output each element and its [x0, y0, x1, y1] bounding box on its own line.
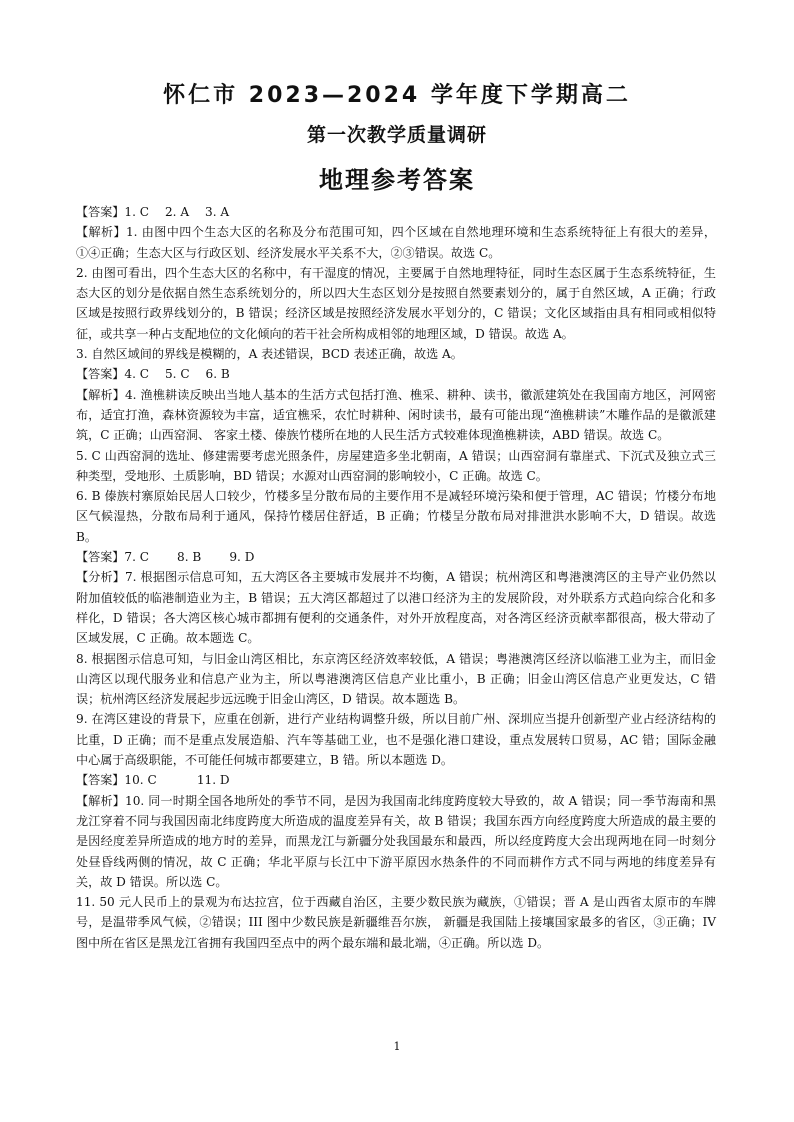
answer-line: 【答案】10. C 11. D — [76, 773, 230, 788]
answer-key-title: 地理参考答案 — [319, 166, 475, 194]
answer-line: 【答案】4. C 5. C 6. B — [76, 367, 230, 382]
explanation-paragraph: 2. 由图可看出，四个生态大区的名称中，有干湿度的情况，主要属于自然地理特征，同时生态区属于生态系统特征，生态大区的划分是依据自然生态系统划分的，所以四大生态区划分是按照自然要素划分的，属于自然区域，A 正确；行政区域是按照行政界线划分的，B 错误；经济区域是按照经济发展水平划分的，C 错误；文化区域指由具有相同或相似特征，或共享一种占支配地位的文化倾向的若干社会所构成相邻的地理区域，D 错误。故选 A。 — [76, 265, 716, 341]
explanation-paragraph: 3. 自然区域间的界线是模糊的，A 表述错误，BCD 表述正确，故选 A。 — [76, 347, 463, 362]
explanation-paragraph: 【解析】10. 同一时期全国各地所处的季节不同，是因为我国南北纬度跨度较大导致的，故 A 错误；同一季节海南和黑龙江穿着不同与我国因南北纬度跨度大所造成的温度差异有关，故 B 错误；我国东西方向经度跨度大所造成的最主要的是因经度差异所造成的地方时的差异，而黑龙江与新疆分处我国最东和最西，所以经度跨度大会出现两地在同一时刻分处昼昏线两侧的情况，故 C 正确；华北平原与长江中下游平原因水热条件的不同而耕作方式不同与两地的纬度差异有关，故 D 错误。所以选 C。 — [76, 793, 716, 889]
explanation-paragraph: 8. 根据图示信息可知，与旧金山湾区相比，东京湾区经济效率较低，A 错误；粤港澳湾区经济以临港工业为主，而旧金山湾区以现代服务业和信息产业为主，所以粤港澳湾区信息产业比重小，B 正确；旧金山湾区信息产业更发达，C 错误；杭州湾区经济发展起步远远晚于旧金山湾区，D 错误。故本题选 B。 — [76, 651, 716, 707]
answer-line: 【答案】7. C 8. B 9. D — [76, 550, 255, 565]
exam-title: 怀仁市 2023—2024 学年度下学期高二 — [163, 83, 631, 108]
explanation-paragraph: 【解析】1. 由图中四个生态大区的名称及分布范围可知，四个区域在自然地理环境和生态系统特征上有很大的差异，①④正确；生态大区与行政区划、经济发展水平关系不大，②③错误。故选 C。 — [76, 225, 716, 260]
answer-line: 【答案】1. C 2. A 3. A — [76, 205, 230, 219]
page-number: 1 — [393, 1040, 401, 1053]
explanation-paragraph: 11. 50 元人民币上的景观为布达拉宫，位于西藏自治区，主要少数民族为藏族，①错误；晋 A 是山西省太原市的车牌号，是温带季风气候，②错误；III 图中少数民族是新疆维吾尔族， 新疆是我国陆上接壤国家最多的省区，③正确；IV 图中所在省区是黑龙江省拥有我国四至点中的两个最东端和最北端，④正确。所以选 D。 — [76, 895, 716, 950]
exam-subtitle: 第一次教学质量调研 — [306, 124, 487, 146]
explanation-paragraph: 9. 在湾区建设的背景下，应重在创新，进行产业结构调整升级，所以目前广州、深圳应当提升创新型产业占经济结构的比重，D 正确；而不是重点发展造船、汽车等基础工业，也不是强化港口建设，重点发展转口贸易，AC 错；国际金融中心属于高级职能，不可能任何城市都要建立，B 错。所以本题选 D。 — [76, 712, 716, 768]
explanation-paragraph: 6. B 傣族村寨原始民居人口较少，竹楼多呈分散布局的主要作用不是减轻环境污染和便于管理，AC 错误；竹楼分布地区气候湿热，分散布局利于通风，保持竹楼居住舒适，B 正确；竹楼呈分散布局对排泄洪水影响不大，D 错误。故选 B。 — [76, 489, 716, 544]
explanation-paragraph: 5. C 山西窑洞的选址、修建需要考虑光照条件，房屋建造多坐北朝南，A 错误；山西窑洞有靠崖式、下沉式及独立式三种类型，受地形、土质影响，BD 错误；水源对山西窑洞的影响较小，C 正确。故选 C。 — [76, 448, 716, 483]
explanation-paragraph: 【解析】4. 渔樵耕读反映出当地人基本的生活方式包括打渔、樵采、耕种、读书，徽派建筑处在我国南方地区，河网密布，适宜打渔，森林资源较为丰富，适宜樵采，农忙时耕种、闲时读书，最有可能出现“渔樵耕读”木雕作品的是徽派建筑，C 正确；山西窑洞、 客家土楼、傣族竹楼所在地的人民生活方式较难体现渔樵耕读，ABD 错误。故选 C。 — [76, 387, 716, 443]
explanation-paragraph: 【分析】7. 根据图示信息可知，五大湾区各主要城市发展并不均衡，A 错误；杭州湾区和粤港澳湾区的主导产业仍然以附加值较低的临港制造业为主，B 错误；五大湾区都超过了以港口经济为主的发展阶段，对外联系方式趋向综合化和多样化，D 错误；各大湾区核心城市都拥有便利的交通条件，对外开放程度高，对各湾区经济贡献率都很高，极大带动了区域发展，C 正确。故本题选 C。 — [76, 570, 716, 646]
answer-body — [76, 202, 716, 953]
